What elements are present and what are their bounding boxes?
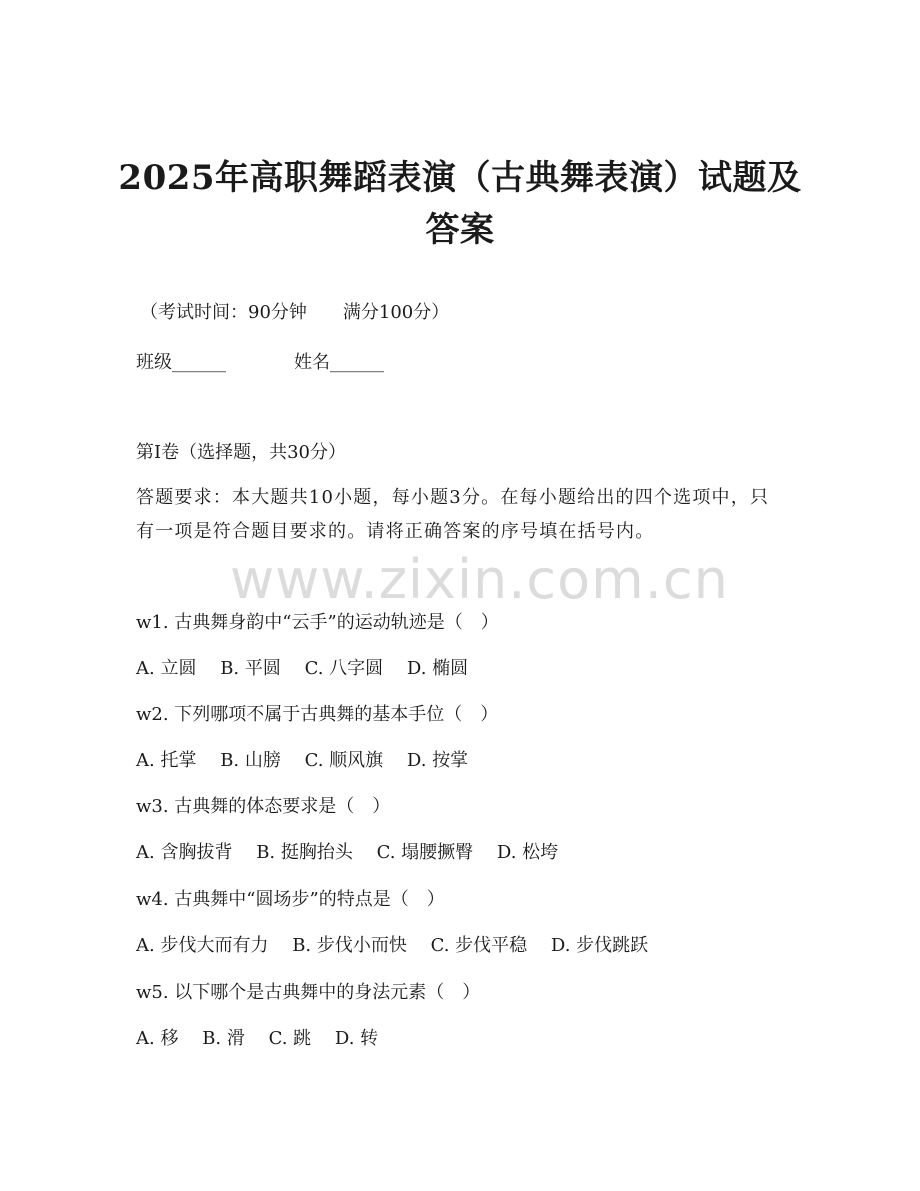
option-c: C. 塌腰撅臀 — [376, 842, 474, 863]
question-stem-2: w2. 下列哪项不属于古典舞的基本手位（ ） — [136, 704, 499, 725]
option-d: D. 步伐跳跃 — [550, 935, 649, 956]
question-stem-4: w4. 古典舞中“圆场步”的特点是（ ） — [136, 889, 445, 910]
option-c: C. 步伐平稳 — [430, 935, 528, 956]
option-a: A. 含胸拔背 — [136, 842, 233, 863]
section-heading: 第I卷（选择题，共30分） — [136, 442, 347, 463]
option-b: B. 步伐小而快 — [292, 935, 407, 956]
question-stem-3: w3. 古典舞的体态要求是（ ） — [136, 796, 391, 817]
watermark: www.zixin.com.cn — [230, 548, 729, 611]
option-a: A. 托掌 — [136, 750, 197, 771]
option-d: D. 松垮 — [496, 842, 559, 863]
option-b: B. 山膀 — [220, 750, 281, 771]
name-field-label: 姓名______ — [294, 352, 384, 373]
option-a: A. 立圆 — [136, 658, 197, 679]
question-options-5 — [136, 1026, 378, 1052]
option-d: D. 按掌 — [406, 750, 469, 771]
document-title-line-2: 答案 — [425, 210, 495, 250]
question-options-3 — [136, 840, 558, 866]
option-b: B. 滑 — [202, 1028, 245, 1049]
option-c: C. 跳 — [268, 1028, 312, 1049]
option-c: C. 八字圆 — [304, 658, 384, 679]
option-d: D. 椭圆 — [406, 658, 469, 679]
option-c: C. 顺风旗 — [304, 750, 384, 771]
exam-info: （考试时间：90分钟 满分100分） — [140, 302, 450, 323]
option-a: A. 步伐大而有力 — [136, 935, 269, 956]
document-title-line-1: 2025年高职舞蹈表演（古典舞表演）试题及 — [118, 158, 802, 198]
option-b: B. 平圆 — [220, 658, 281, 679]
question-options-4 — [136, 933, 648, 959]
class-field-label: 班级______ — [136, 352, 226, 373]
question-stem-5: w5. 以下哪个是古典舞中的身法元素（ ） — [136, 982, 481, 1003]
option-d: D. 转 — [334, 1028, 379, 1049]
question-stem-1: w1. 古典舞身韵中“云手”的运动轨迹是（ ） — [136, 612, 499, 633]
option-b: B. 挺胸抬头 — [256, 842, 353, 863]
option-a: A. 移 — [136, 1028, 179, 1049]
question-options-1 — [136, 656, 468, 682]
question-options-2 — [136, 748, 468, 774]
section-instructions: 答题要求：本大题共10小题，每小题3分。在每小题给出的四个选项中，只有一项是符合题目要求的。请将正确答案的序号填在括号内。 — [136, 487, 770, 542]
